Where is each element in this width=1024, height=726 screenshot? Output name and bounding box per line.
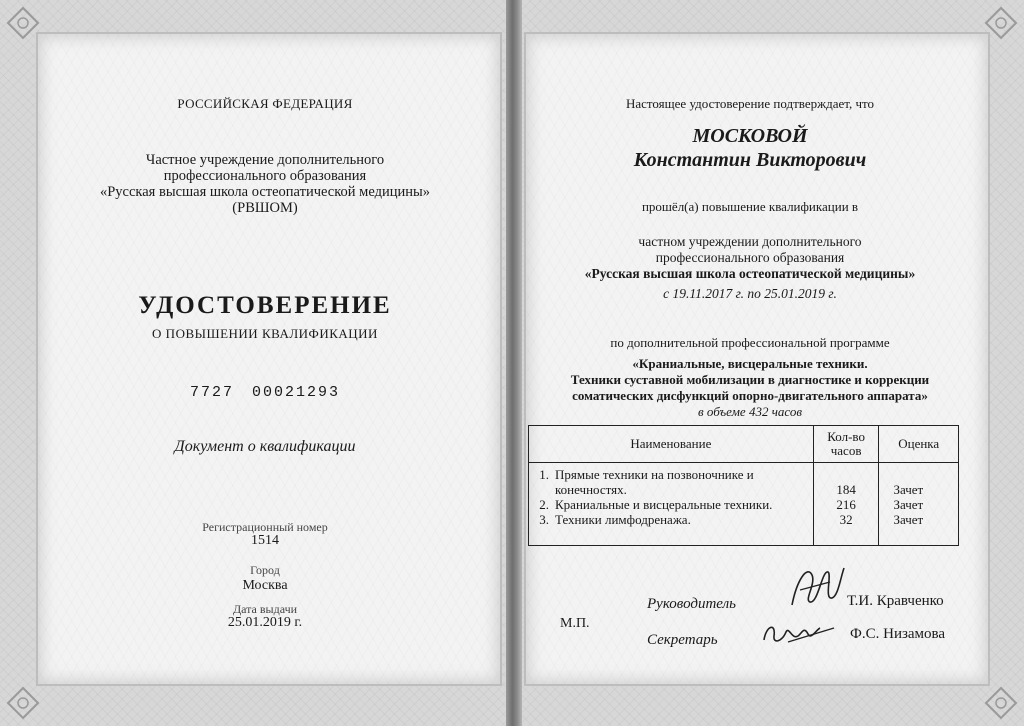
document-type: Документ о квалификации <box>174 438 356 455</box>
course-grades-cell <box>879 463 959 546</box>
hours-header-line: Кол-во <box>827 429 865 444</box>
list-item <box>533 467 809 497</box>
corner-ornament-icon <box>984 686 1018 720</box>
certificate-number <box>150 384 380 401</box>
corner-ornament-icon <box>6 6 40 40</box>
institution-line: профессионального образования <box>655 250 845 265</box>
holder-name <box>560 124 940 172</box>
hours-header-line: часов <box>830 443 862 458</box>
registration-number: 1514 <box>251 533 279 548</box>
city-block <box>150 562 380 594</box>
issue-date-block <box>150 602 380 630</box>
column-header-hours <box>813 426 879 463</box>
secretary-role: Секретарь <box>647 632 718 648</box>
head-name: Т.И. Кравченко <box>847 593 944 609</box>
program-intro: по дополнительной профессиональной программе <box>610 335 890 350</box>
city-value: Москва <box>242 578 288 593</box>
issue-date-value: 25.01.2019 г. <box>227 615 303 630</box>
confirm-text: Настоящее удостоверение подтверждает, что <box>625 96 874 111</box>
head-signature-icon <box>782 560 852 620</box>
certificate-title: УДОСТОВЕРЕНИЕ <box>138 292 392 319</box>
program-line: Техники суставной мобилизации в диагностике и коррекции <box>570 372 930 387</box>
org-line: Частное учреждение дополнительного <box>145 152 385 168</box>
institution-name <box>545 234 955 266</box>
secretary-name: Ф.С. Низамова <box>850 626 946 642</box>
certificate-serial: 00021293 <box>252 384 341 401</box>
program-line: «Краниальные, висцеральные техники. <box>632 356 868 371</box>
course-grade: Зачет <box>893 482 924 497</box>
program-title <box>535 356 965 404</box>
org-line: (РВШОМ) <box>232 200 298 216</box>
course-grade: Зачет <box>893 497 924 512</box>
course-hours: 216 <box>836 497 856 512</box>
head-role: Руководитель <box>647 596 736 612</box>
certificate-subtitle: О ПОВЫШЕНИИ КВАЛИФИКАЦИИ <box>152 326 378 341</box>
course-name: Краниальные и висцеральные техники. <box>555 497 773 512</box>
org-line: профессионального образования <box>163 168 367 184</box>
course-hours: 32 <box>839 512 853 527</box>
training-period: с 19.11.2017 г. по 25.01.2019 г. <box>663 286 837 301</box>
course-grade: Зачет <box>893 512 924 527</box>
registration-label: Регистрационный номер <box>202 520 328 534</box>
passed-text: прошёл(а) повышение квалификации в <box>641 199 859 214</box>
registration-block <box>150 520 380 548</box>
course-hours: 184 <box>836 482 856 497</box>
course-number: 1. <box>539 467 549 482</box>
org-line: «Русская высшая школа остеопатической медицины» <box>99 184 431 200</box>
corner-ornament-icon <box>6 686 40 720</box>
holder-surname: МОСКОВОЙ <box>692 125 808 147</box>
organization-name <box>60 152 470 216</box>
course-name: Прямые техники на позвоночнике и конечностях. <box>555 467 754 497</box>
federation-heading: РОССИЙСКАЯ ФЕДЕРАЦИЯ <box>177 96 353 111</box>
course-hours-cell <box>813 463 879 546</box>
list-item <box>533 512 809 527</box>
table-row <box>529 463 959 546</box>
course-number: 3. <box>539 512 549 527</box>
course-names-cell <box>529 463 814 546</box>
list-item <box>533 497 809 512</box>
column-header-grade: Оценка <box>879 426 959 463</box>
school-name: «Русская высшая школа остеопатической медицины» <box>584 266 916 281</box>
course-name: Техники лимфодренажа. <box>555 512 691 527</box>
holder-given-name: Константин Викторович <box>633 149 867 171</box>
binding-ribbon <box>506 0 522 726</box>
corner-ornament-icon <box>984 6 1018 40</box>
city-label: Город <box>250 563 280 577</box>
secretary-signature-icon <box>758 612 838 652</box>
table-header-row <box>529 426 959 463</box>
courses-table <box>528 425 959 546</box>
certificate-series: 7727 <box>189 384 234 401</box>
institution-line: частном учреждении дополнительного <box>638 234 862 249</box>
course-number: 2. <box>539 497 549 512</box>
column-header-name: Наименование <box>529 426 814 463</box>
program-line: соматических дисфункций опорно-двигательного аппарата» <box>572 388 928 403</box>
issue-date-label: Дата выдачи <box>232 602 298 616</box>
program-volume: в объеме 432 часов <box>698 404 802 419</box>
stamp-place: М.П. <box>560 616 590 631</box>
